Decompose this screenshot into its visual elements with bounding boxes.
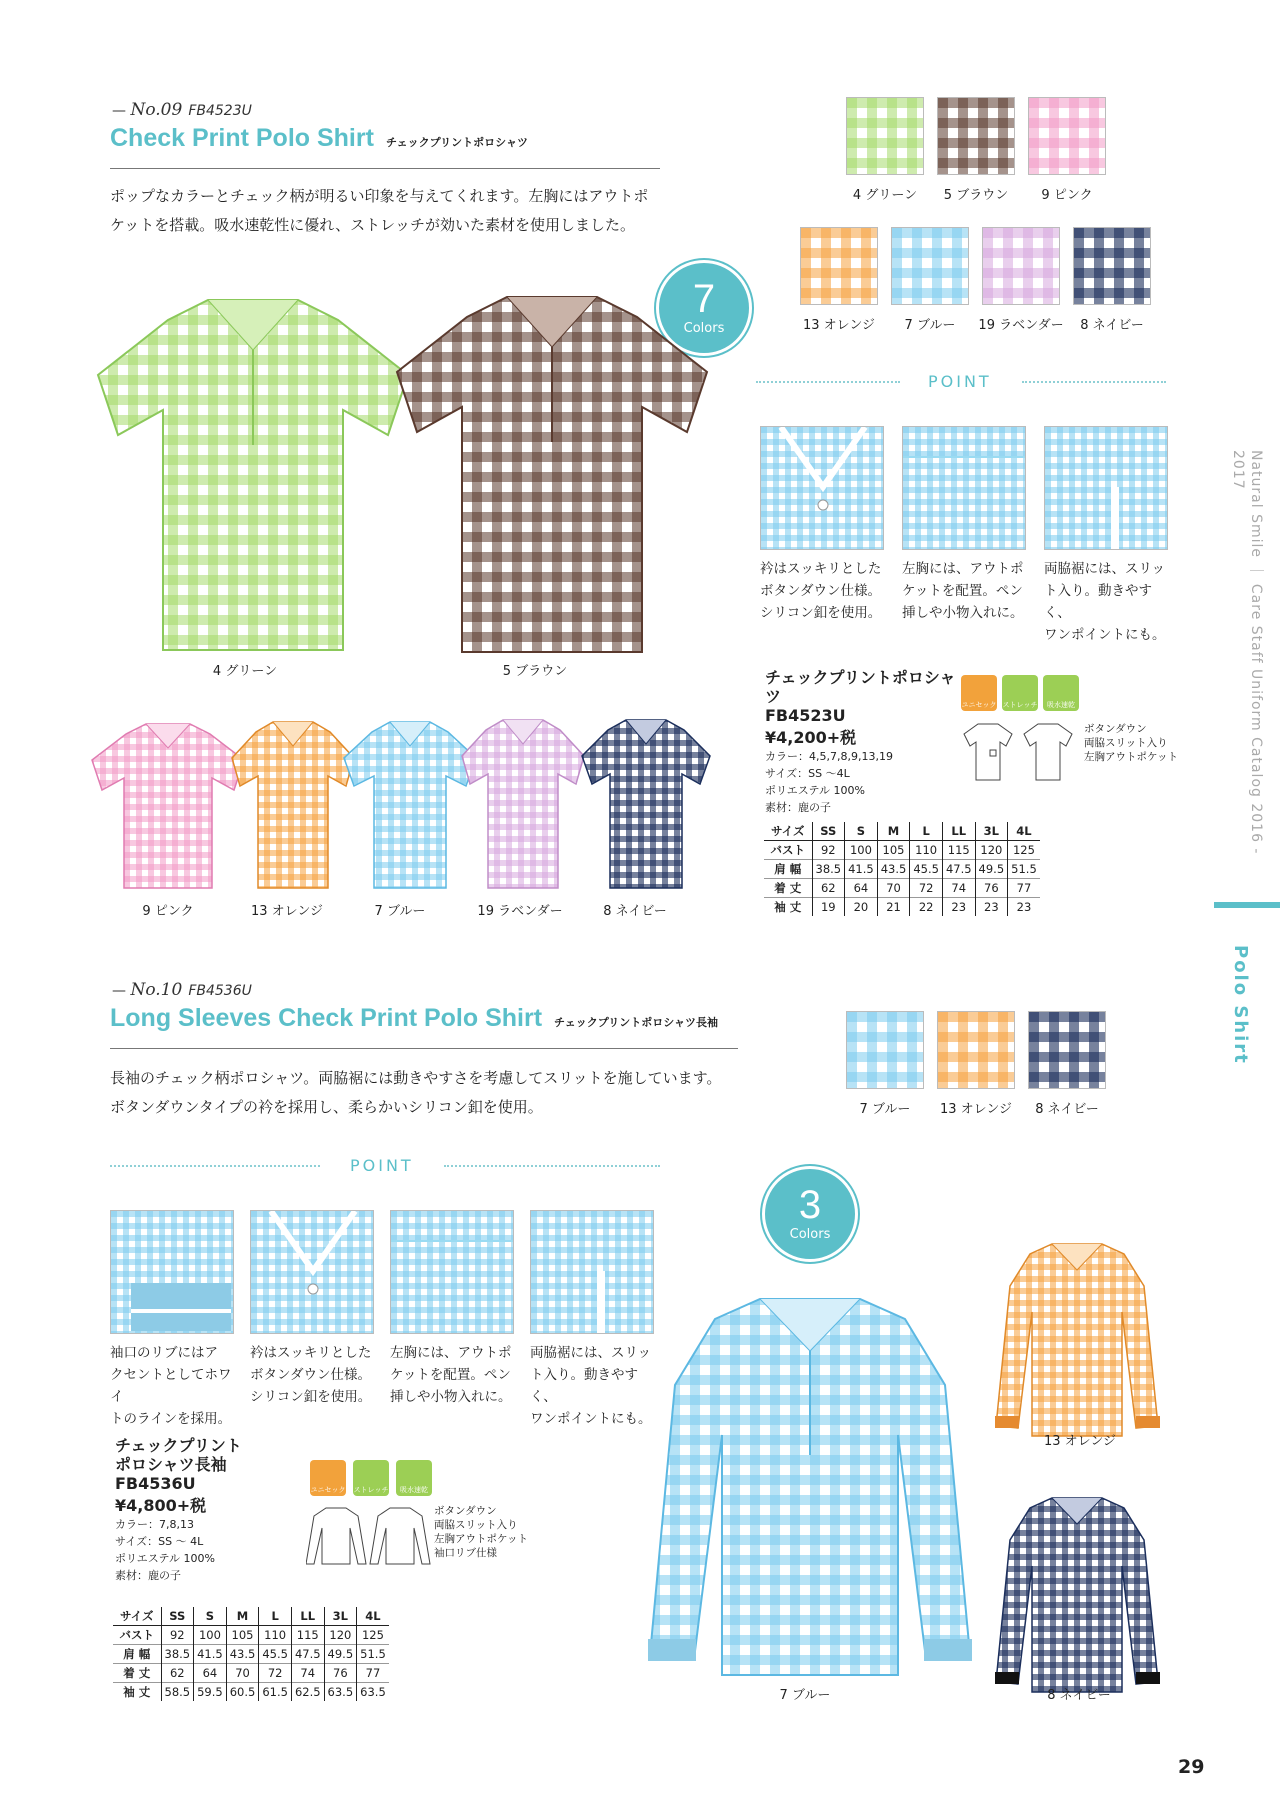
shirt-caption: 4 グリーン	[212, 664, 278, 679]
shirt-photo-brown	[392, 292, 712, 656]
detail-photo-cuff	[110, 1210, 234, 1334]
swatch-label: 9 ピンク	[1041, 188, 1093, 203]
product-title-10: Long Sleeves Check Print Polo Shirt チェックプリントポロシャツ長袖	[110, 1004, 719, 1032]
swatch-pink	[1028, 97, 1106, 175]
point-text-3: 両脇裾には、スリッ ト入り。動きやすく、 ワンポイントにも。	[1044, 561, 1166, 643]
shirt-caption: 7 ブルー	[374, 904, 426, 919]
point-heading: POINT	[350, 1156, 414, 1175]
swatch-label: 4 グリーン	[852, 188, 918, 203]
swatch-label: 7 ブルー	[859, 1102, 911, 1117]
swatch-navy	[1073, 227, 1151, 305]
product-number-10: — No.10 FB4536U	[112, 980, 252, 1000]
colors-badge: 3 Colors	[762, 1166, 858, 1262]
swatch-lavender	[982, 227, 1060, 305]
swatch-label: 13 オレンジ	[802, 318, 876, 333]
shirt-photo-orange-longsleeve	[990, 1240, 1165, 1438]
feature-notes-09: ボタンダウン 両脇スリット入り 左胸アウトポケット	[1084, 723, 1178, 763]
shirt-caption: 13 オレンジ	[250, 904, 324, 919]
detail-photo-collar	[760, 426, 884, 550]
point-text-3: 左胸には、アウトポ ケットを配置。ペン 挿しや小物入れに。	[390, 1345, 512, 1405]
point-rule-left	[110, 1165, 320, 1167]
shirt-caption: 7 ブルー	[779, 1688, 831, 1703]
side-accent-bar	[1214, 902, 1280, 908]
stretch-icon: ストレッチ	[1002, 675, 1038, 711]
point-text-1: 袖口のリブにはア クセントとしてホワイ トのラインを採用。	[110, 1345, 232, 1427]
swatch-label: 19 ラベンダー	[978, 318, 1064, 333]
size-table-10: サイズ SS S M L LL 3L 4L バスト 92 100 105 110 115 120 125 肩 幅 38.5 41.5 43.5 45.5 47.5 49.5 51.5 着 丈 62 64 70 72 74 76 77 袖 丈 58.5 59.5 60.5 61.5 62.5 63.5 63.5	[113, 1607, 389, 1701]
swatch-label: 13 オレンジ	[939, 1102, 1013, 1117]
shirt-caption: 9 ピンク	[142, 904, 194, 919]
detail-photo-collar	[250, 1210, 374, 1334]
section-side-title: Polo Shirt	[1230, 945, 1251, 1065]
product-number-09: — No.09 FB4523U	[112, 100, 252, 120]
point-rule-right	[1022, 381, 1166, 383]
swatch-label: 8 ネイビー	[1035, 1102, 1099, 1117]
product-description-10: 長袖のチェック柄ポロシャツ。両脇裾には動きやすさを考慮してスリットを施しています。 ボタンダウンタイプの衿を採用し、柔らかいシリコン釦を使用。	[110, 1069, 722, 1116]
swatch-orange	[937, 1011, 1015, 1089]
shirt-photo-navy-longsleeve	[990, 1494, 1165, 1694]
quick-dry-icon: 吸水速乾	[1043, 675, 1079, 711]
detail-photo-pocket	[390, 1210, 514, 1334]
unisex-icon: ユニセックス	[310, 1460, 346, 1496]
shirt-photo-orange	[228, 718, 358, 892]
page-number: 29	[1178, 1756, 1205, 1778]
point-rule-left	[756, 381, 900, 383]
shirt-photo-navy	[578, 716, 714, 892]
shirt-photo-green	[88, 295, 418, 655]
swatch-blue	[846, 1011, 924, 1089]
swatch-navy	[1028, 1011, 1106, 1089]
unisex-icon: ユニセックス	[961, 675, 997, 711]
swatch-green	[846, 97, 924, 175]
spec-block-09: チェックプリントポロシャツ FB4523U ¥4,200+税 カラー：4,5,7,8,9,13,19 サイズ：SS ～4L ポリエステル 100% 素材：鹿の子	[765, 668, 956, 814]
point-text-4: 両脇裾には、スリッ ト入り。動きやすく、 ワンポイントにも。	[530, 1345, 652, 1427]
title-rule	[110, 168, 660, 169]
shirt-caption: 8 ネイビー	[1047, 1688, 1111, 1703]
title-rule	[110, 1048, 738, 1049]
size-table-09: サイズ SS S M L LL 3L 4L バスト 92 100 105 110 115 120 125 肩 幅 38.5 41.5 43.5 45.5 47.5 49.5 51.5 着 丈 62 64 70 72 74 76 77 袖 丈 19 20 21 22 23 23 23	[764, 822, 1040, 916]
stretch-icon: ストレッチ	[353, 1460, 389, 1496]
shirt-photo-pink	[88, 720, 248, 892]
point-rule-right	[444, 1165, 660, 1167]
shirt-caption: 8 ネイビー	[603, 904, 667, 919]
flat-sketch-icon	[960, 720, 1080, 784]
catalog-side-title: Natural Smile ｜ Care Staff Uniform Catalog 2016 - 2017	[1230, 450, 1264, 855]
point-text-2: 左胸には、アウトポ ケットを配置。ペン 挿しや小物入れに。	[902, 561, 1024, 621]
quick-dry-icon: 吸水速乾	[396, 1460, 432, 1496]
swatch-orange	[800, 227, 878, 305]
feature-notes-10: ボタンダウン 両脇スリット入り 左胸アウトポケット 袖口リブ仕様	[434, 1505, 528, 1559]
spec-block-10: チェックプリント ポロシャツ長袖 FB4536U ¥4,800+税 カラー：7,8,13 サイズ：SS ～ 4L ポリエステル 100% 素材：鹿の子	[115, 1436, 242, 1582]
product-description-09: ポップなカラーとチェック柄が明るい印象を与えてくれます。左胸にはアウトポ ケットを搭載。吸水速乾性に優れ、ストレッチが効いた素材を使用しました。	[110, 187, 649, 234]
detail-photo-pocket	[902, 426, 1026, 550]
detail-photo-slit	[1044, 426, 1168, 550]
swatch-label: 7 ブルー	[904, 318, 956, 333]
product-title-09: Check Print Polo Shirt チェックプリントポロシャツ	[110, 124, 528, 152]
point-text-1: 衿はスッキリとした ボタンダウン仕様。 シリコン釦を使用。	[760, 561, 882, 621]
flat-sketch-icon	[306, 1504, 434, 1568]
shirt-caption: 5 ブラウン	[502, 664, 568, 679]
colors-badge: 7 Colors	[656, 260, 752, 356]
shirt-caption: 13 オレンジ	[1043, 1434, 1117, 1449]
point-text-2: 衿はスッキリとした ボタンダウン仕様。 シリコン釦を使用。	[250, 1345, 372, 1405]
swatch-label: 5 ブラウン	[943, 188, 1009, 203]
swatch-blue	[891, 227, 969, 305]
swatch-label: 8 ネイビー	[1080, 318, 1144, 333]
swatch-brown	[937, 97, 1015, 175]
shirt-photo-blue-longsleeve	[630, 1295, 990, 1680]
shirt-photo-lavender	[458, 716, 588, 892]
point-heading: POINT	[928, 372, 992, 391]
shirt-caption: 19 ラベンダー	[477, 904, 563, 919]
